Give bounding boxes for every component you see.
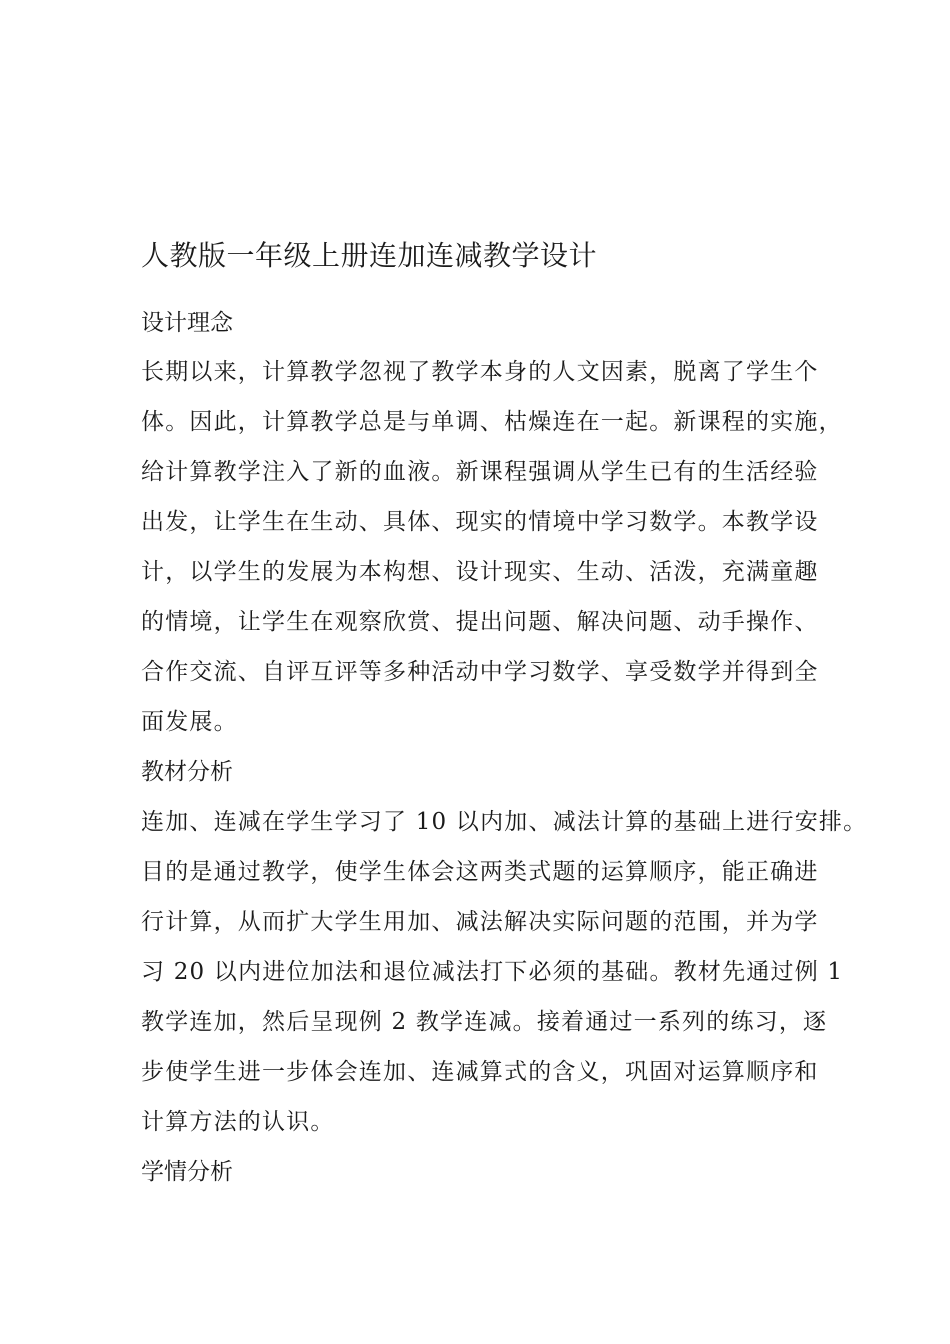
paragraph-line: 计，以学生的发展为本构想、设计现实、生动、活泼，充满童趣 [141, 559, 819, 585]
paragraph-line: 步使学生进一步体会连加、连减算式的含义，巩固对运算顺序和 [141, 1059, 819, 1085]
paragraph-line: 计算方法的认识。 [141, 1109, 335, 1135]
paragraph-line: 给计算教学注入了新的血液。新课程强调从学生已有的生活经验 [141, 459, 819, 485]
paragraph-line: 出发，让学生在生动、具体、现实的情境中学习数学。本教学设 [141, 509, 819, 535]
section-heading-learner-analysis: 学情分析 [141, 1159, 233, 1185]
paragraph-line: 长期以来，计算教学忽视了教学本身的人文因素，脱离了学生个 [141, 359, 819, 385]
paragraph-line: 教学连加，然后呈现例 2 教学连减。接着通过一系列的练习，逐 [141, 1009, 828, 1035]
paragraph-line: 合作交流、自评互评等多种活动中学习数学、享受数学并得到全 [141, 659, 819, 685]
paragraph-line: 目的是通过教学，使学生体会这两类式题的运算顺序，能正确进 [141, 859, 819, 885]
paragraph-line: 习 20 以内进位加法和退位减法打下必须的基础。教材先通过例 1 [141, 959, 844, 985]
paragraph-line: 的情境，让学生在观察欣赏、提出问题、解决问题、动手操作、 [141, 609, 819, 635]
document-title: 人教版一年级上册连加连减教学设计 [141, 239, 598, 272]
paragraph-line: 面发展。 [141, 709, 238, 735]
paragraph-line: 体。因此，计算教学总是与单调、枯燥连在一起。新课程的实施， [141, 409, 843, 435]
paragraph-line: 行计算，从而扩大学生用加、减法解决实际问题的范围，并为学 [141, 909, 819, 935]
section-heading-textbook-analysis: 教材分析 [141, 759, 233, 785]
paragraph-line: 连加、连减在学生学习了 10 以内加、减法计算的基础上进行安排。 [141, 809, 868, 835]
section-heading-design-concept: 设计理念 [141, 310, 233, 336]
